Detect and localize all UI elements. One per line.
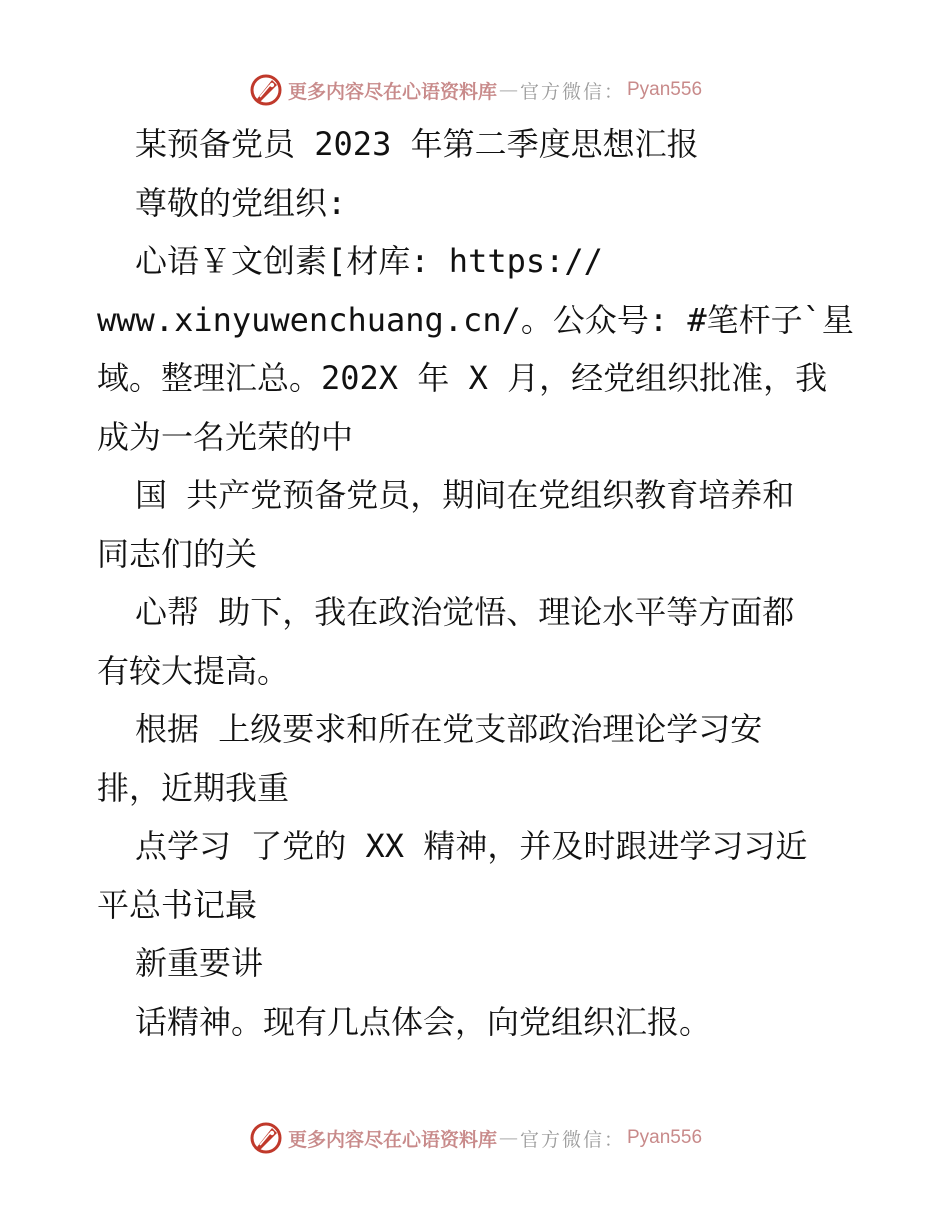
pen-nib-logo-icon [248,1120,284,1156]
body-line: 平总书记最 [97,885,258,924]
body-line: 成为一名光荣的中 [97,417,354,456]
banner-separator: — [498,1127,518,1149]
wechat-label: 官方微信： [519,1128,625,1151]
banner-separator: — [498,79,518,101]
document-body [97,115,857,1051]
wechat-id: Pyan556 [627,1127,703,1148]
body-line: 同志们的关 [97,534,258,573]
body-line: 心帮 助下，我在政治觉悟、理论水平等方面都 [135,593,795,631]
document-title: 某预备党员 2023 年第二季度思想汇报 [135,125,699,163]
body-line: www.xinyuwenchuang.cn/。公众号: #笔杆子`星 [97,300,854,339]
promo-text: 更多内容尽在心语资料库 [287,80,497,103]
body-line: 新重要讲 [135,944,264,982]
pen-nib-logo-icon [248,72,284,108]
body-line: 有较大提高。 [97,651,290,690]
footer-banner [0,1118,950,1158]
body-line: 根据 上级要求和所在党支部政治理论学习安 [135,710,763,748]
salutation: 尊敬的党组织: [135,183,347,222]
promo-text: 更多内容尽在心语资料库 [287,1128,497,1151]
body-line: 心语￥文创素[材库: https:// [135,242,603,280]
header-banner [0,70,950,110]
body-line: 排，近期我重 [97,768,290,807]
body-line: 点学习 了党的 XX 精神，并及时跟进学习习近 [135,827,808,865]
body-line: 国 共产党预备党员，期间在党组织教育培养和 [135,476,795,514]
wechat-label: 官方微信： [519,80,625,103]
wechat-id: Pyan556 [627,79,703,100]
body-line: 域。整理汇总。202X 年 X 月，经党组织批准，我 [97,359,828,397]
body-line: 话精神。现有几点体会，向党组织汇报。 [135,1002,712,1041]
